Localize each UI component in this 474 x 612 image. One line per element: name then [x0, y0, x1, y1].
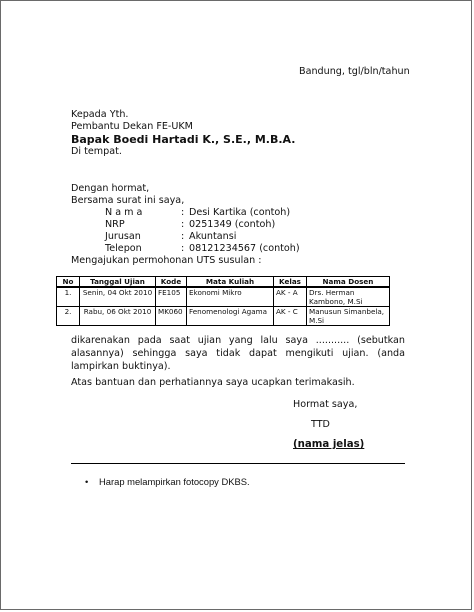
signer-name: (nama jelas)	[293, 439, 365, 450]
date-line: Bandung, tgl/bln/tahun	[299, 66, 410, 77]
identity-label: Jurusan	[105, 231, 141, 242]
identity-separator: :	[181, 219, 185, 230]
recipient-place: Di tempat.	[71, 146, 122, 157]
identity-label: N a m a	[105, 207, 143, 218]
identity-separator: :	[181, 207, 185, 218]
cell-class: AK - A	[274, 287, 307, 307]
request-text: Mengajukan permohonan UTS susulan :	[71, 255, 262, 266]
col-course-header: Mata Kuliah	[187, 277, 274, 288]
attachment-note	[85, 476, 250, 488]
cell-course: Fenomenologi Agama	[187, 307, 274, 326]
identity-block	[105, 207, 300, 255]
exam-table	[56, 276, 390, 326]
reason-paragraph: dikarenakan pada saat ujian yang lalu saya ........... (sebutkan alasannya) sehingga saya tidak dapat mengikuti ujian. (anda lampirkan buktinya).	[71, 335, 405, 372]
table-header-row	[57, 277, 390, 288]
cell-code: FE105	[156, 287, 187, 307]
identity-row-jurusan	[105, 231, 300, 243]
cell-lecturer: Drs. Herman Kambono, M.Si	[307, 287, 390, 307]
recipient-name: Bapak Boedi Hartadi K., S.E., M.B.A.	[71, 133, 296, 146]
identity-row-nrp	[105, 219, 300, 231]
col-date-header: Tanggal Ujian	[80, 277, 156, 288]
cell-course: Ekonomi Mikro	[187, 287, 274, 307]
bullet-icon: •	[85, 476, 89, 487]
cell-code: MK060	[156, 307, 187, 326]
cell-lecturer: Manusun Simanbela, M.Si	[307, 307, 390, 326]
identity-label: Telepon	[105, 243, 142, 254]
thanks-paragraph: Atas bantuan dan perhatiannya saya ucapkan terimakasih.	[71, 377, 355, 388]
identity-value: 08121234567 (contoh)	[189, 243, 300, 254]
col-code-header: Kode	[156, 277, 187, 288]
table-row	[57, 307, 390, 326]
identity-separator: :	[181, 231, 185, 242]
closing-regards: Hormat saya,	[293, 399, 358, 410]
recipient-position: Pembantu Dekan FE-UKM	[71, 121, 193, 132]
identity-value: Desi Kartika (contoh)	[189, 207, 291, 218]
recipient-block	[71, 109, 295, 158]
identity-row-name	[105, 207, 300, 219]
recipient-to: Kepada Yth.	[71, 109, 129, 120]
note-text: Harap melampirkan fotocopy DKBS.	[99, 476, 250, 487]
divider-line	[71, 463, 405, 464]
col-class-header: Kelas	[274, 277, 307, 288]
cell-date: Rabu, 06 Okt 2010	[80, 307, 156, 326]
cell-no: 1.	[57, 287, 80, 307]
salutation: Dengan hormat,	[71, 183, 150, 194]
col-no-header: No	[57, 277, 80, 288]
identity-label: NRP	[105, 219, 125, 230]
col-lecturer-header: Nama Dosen	[307, 277, 390, 288]
intro-text: Bersama surat ini saya,	[71, 195, 185, 206]
signature-placeholder: TTD	[311, 419, 330, 430]
identity-value: 0251349 (contoh)	[189, 219, 276, 230]
cell-class: AK - C	[274, 307, 307, 326]
greeting-block	[71, 183, 184, 207]
cell-date: Senin, 04 Okt 2010	[80, 287, 156, 307]
identity-row-telepon	[105, 243, 300, 255]
table-row	[57, 287, 390, 307]
identity-value: Akuntansi	[189, 231, 237, 242]
identity-separator: :	[181, 243, 185, 254]
cell-no: 2.	[57, 307, 80, 326]
